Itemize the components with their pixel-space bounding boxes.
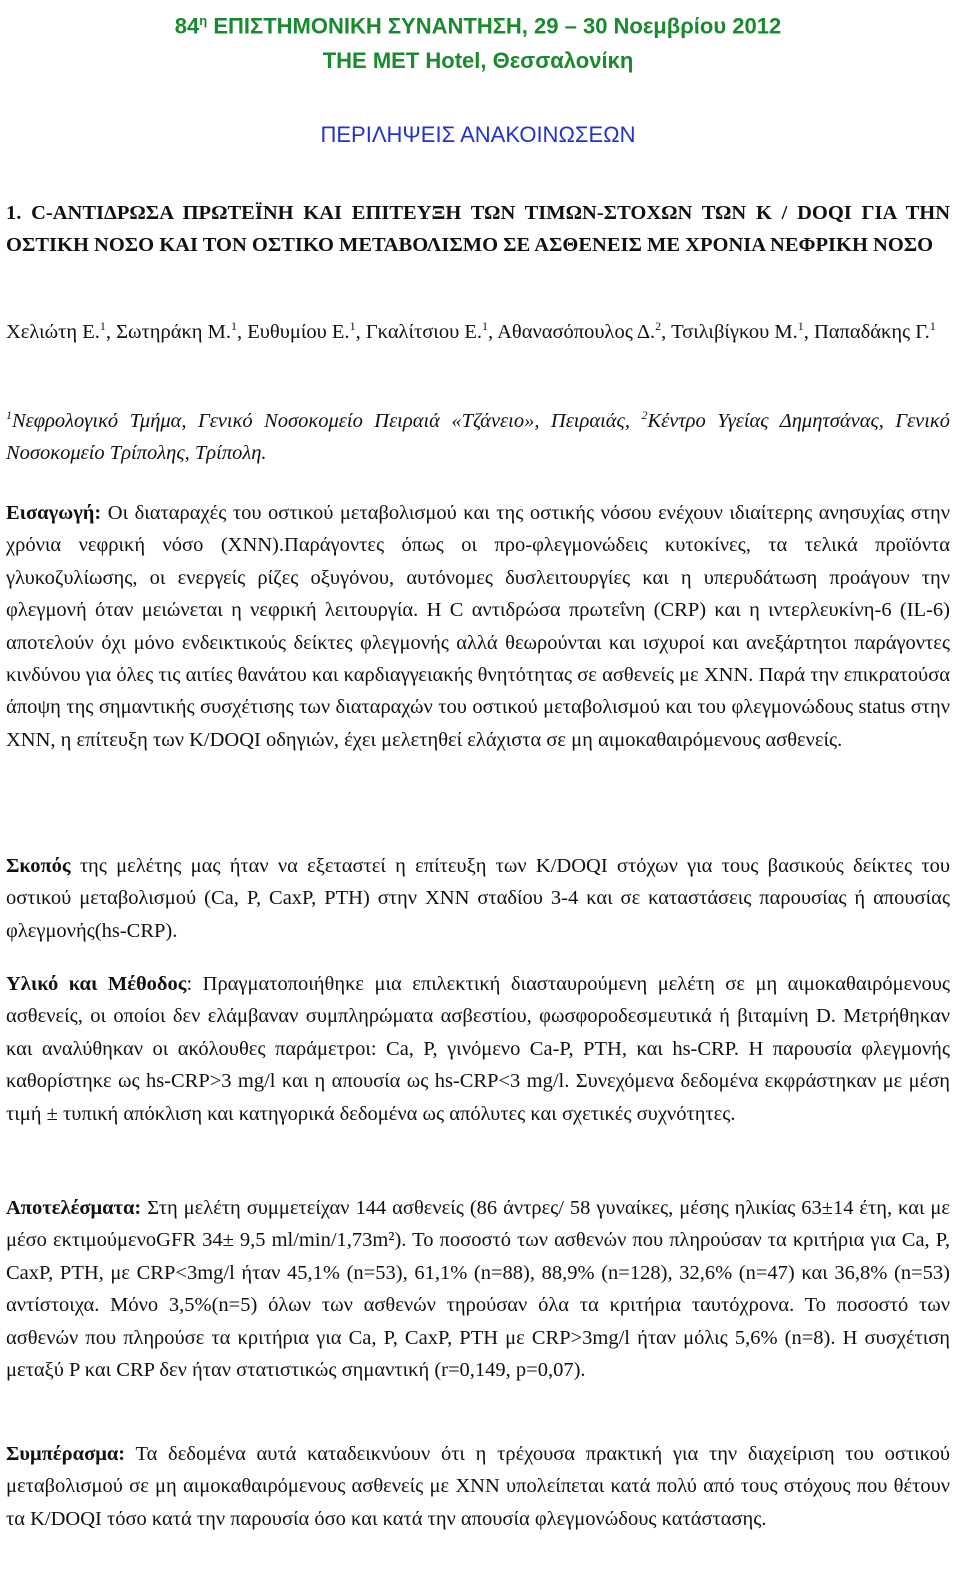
author-list	[6, 316, 950, 348]
conference-number: 84	[174, 13, 200, 39]
affiliation-marker: 1	[6, 408, 12, 422]
conference-venue: THE MET Hotel, Θεσσαλονίκη	[322, 48, 634, 73]
conference-title: ΕΠΙΣΤΗΜΟΝΙΚΗ ΣΥΝΑΝΤΗΣΗ, 29 – 30 Νοεμβρίου 2012	[207, 13, 782, 39]
author-affiliation-sup: 1	[349, 319, 356, 333]
author-name: Τσιλιβίγκου Μ.	[671, 321, 798, 343]
author-affiliation-sup: 1	[99, 319, 106, 333]
affiliation-text: Νεφρολογικό Τμήμα, Γενικό Νοσοκομείο Πειραιά «Τζάνειο», Πειραιάς,	[12, 410, 642, 432]
conclusion-paragraph	[6, 1438, 950, 1535]
abstract-title: 1. C-ΑΝΤΙΔΡΩΣΑ ΠΡΩΤΕΪΝΗ ΚΑΙ ΕΠΙΤΕΥΞΗ ΤΩΝ ΤΙΜΩΝ-ΣΤΟΧΩΝ ΤΩΝ K / DOQI ΓΙΑ ΤΗΝ ΟΣΤΙΚΗ ΝΟΣΟ ΚΑΙ ΤΟΝ ΟΣΤΙΚΟ ΜΕΤΑΒΟΛΙΣΜΟ ΣΕ ΑΣΘΕΝΕΙΣ ΜΕ ΧΡΟΝΙΑ ΝΕΦΡΙΚΗ ΝΟΣΟ	[6, 202, 950, 257]
methods-paragraph	[6, 968, 950, 1130]
author-separator: ,	[105, 321, 117, 343]
author-separator: ,	[488, 321, 498, 343]
author-affiliation-sup: 1	[482, 319, 488, 333]
affiliation-text: Κέντρο Υγείας Δημητσάνας, Γενικό Νοσοκομείο Τρίπολης, Τρίπολη.	[6, 410, 951, 465]
section-title: ΠΕΡΙΛΗΨΕΙΣ ΑΝΑΚΟΙΝΩΣΕΩΝ	[320, 122, 636, 147]
author-name: Αθανασόπουλος Δ.	[497, 321, 656, 343]
section-label: Αποτελέσματα:	[6, 1197, 142, 1219]
section-label: Συμπέρασμα:	[6, 1443, 126, 1465]
section-text: Τα δεδομένα αυτά καταδεικνύουν ότι η τρέχουσα πρακτική για την διαχείριση του οστικού μεταβολισμού σε μη αιμοκαθαιρόμενους ασθενείς με ΧΝΝ υπολείπεται κατά πολύ από τους στόχους που θέτουν τα K/DOQI τόσο κατά την παρουσία όσο και κατά την απουσία φλεγμονώδους κατάστασης.	[6, 1443, 950, 1530]
author-affiliation-sup: 1	[929, 319, 936, 333]
author-name: Ευθυμίου Ε.	[247, 321, 350, 343]
affiliations	[6, 405, 950, 470]
section-text: Οι διαταραχές του οστικού μεταβολισμού και της οστικής νόσου ενέχουν ιδιαίτερης ανησυχίας στην χρόνια νεφρική νόσο (ΧΝΝ).Παράγοντες όπως οι προ-φλεγμονώδεις κυτοκίνες, τα τελικά προϊόντα γλυκοζυλίωσης, οι ενεργείς ρίζες οξυγόνου, αυτόνομες δυσλειτουργίες και η υπερυδάτωση προάγουν την φλεγμονή όταν μειώνεται η νεφρική λειτουργία. Η C αντιδρώσα πρωτεΐνη (CRP) και η ιντερλευκίνη-6 (IL-6) αποτελούν όχι μόνο ενδεικτικούς δείκτες φλεγμονής αλλά θεωρούνται και ισχυροί και ανεξάρτητοι παράγοντες κινδύνου για όλες τις αιτίες θανάτου και καρδιαγγειακής θνητότητας σε ασθενείς με ΧΝΝ. Παρά την επικρατούσα άποψη της σημαντικής συσχέτισης των διαταραχών του οστικού μεταβολισμού και του φλεγμονώδους status στην ΧΝΝ, η επίτευξη των K/DOQI οδηγιών, έχει μελετηθεί ελάχιστα σε μη αιμοκαθαιρόμενους ασθενείς.	[6, 502, 950, 751]
author-affiliation-sup: 1	[797, 319, 804, 333]
introduction-paragraph	[6, 497, 950, 756]
author-separator: ,	[236, 321, 248, 343]
author-name: Χελιώτη Ε.	[6, 321, 100, 343]
author-name: Γκαλίτσιου Ε.	[365, 321, 482, 343]
results-paragraph	[6, 1192, 950, 1386]
aim-paragraph	[6, 850, 950, 947]
author-affiliation-sup: 2	[655, 319, 662, 333]
section-text: της μελέτης μας ήταν να εξεταστεί η επίτευξη των K/DOQI στόχων για τους βασικούς δείκτες του οστικού μεταβολισμού (Ca, P, CaxP, PTH) στην ΧΝΝ σταδίου 3-4 και σε καταστάσεις παρουσίας ή απουσίας φλεγμονής(hs-CRP).	[6, 855, 950, 942]
conference-number-suffix: η	[199, 13, 208, 28]
author-separator: ,	[661, 321, 672, 343]
section-label: Εισαγωγή:	[6, 502, 102, 524]
affiliation-marker: 2	[641, 408, 648, 422]
author-name: Σωτηράκη Μ.	[116, 321, 231, 343]
section-text: : Πραγματοποιήθηκε μια επιλεκτική διασταυρούμενη μελέτη σε μη αιμοκαθαιρόμενους ασθενείς, οι οποίοι δεν ελάμβαναν συμπληρώματα ασβεστίου, φωσφοροδεσμευτικά ή βιταμίνη D. Μετρήθηκαν και αναλύθηκαν οι ακόλουθες παράμετροι: Ca, P, γινόμενο Ca-P, PTH, και hs-CRP. Η παρουσία φλεγμονής καθορίστηκε ως hs-CRP>3 mg/l και η απουσία ως hs-CRP<3 mg/l. Συνεχόμενα δεδομένα εκφράστηκαν με μέση τιμή ± τυπική απόκλιση και κατηγορικά δεδομένα ως απόλυτες και σχετικές συχνότητες.	[6, 973, 950, 1125]
section-label: Σκοπός	[6, 855, 71, 877]
author-name: Παπαδάκης Γ.	[813, 321, 930, 343]
author-affiliation-sup: 1	[230, 319, 237, 333]
author-separator: ,	[803, 321, 814, 343]
section-text: Στη μελέτη συμμετείχαν 144 ασθενείς (86 άντρες/ 58 γυναίκες, μέσης ηλικίας 63±14 έτη, και με μέσο εκτιμούμενοGFR 34± 9,5 ml/min/1,73m²). Το ποσοστό των ασθενών που πληρούσαν τα κριτήρια για Ca, P, CaxP, PTH, με CRP<3mg/l ήταν 45,1% (n=53), 61,1% (n=88), 88,9% (n=128), 32,6% (n=47) και 36,8% (n=53) αντίστοιχα. Μόνο 3,5%(n=5) όλων των ασθενών τηρούσαν όλα τα κριτήρια ταυτόχρονα. Το ποσοστό των ασθενών που πληρούσε τα κριτήρια για Ca, P, CaxP, PTH με CRP>3mg/l ήταν μόλις 5,6% (n=8). Η συσχέτιση μεταξύ P και CRP δεν ήταν στατιστικώς σημαντική (r=0,149, p=0,07).	[6, 1197, 950, 1382]
section-label: Υλικό και Μέθοδος	[6, 973, 187, 995]
author-separator: ,	[355, 321, 366, 343]
